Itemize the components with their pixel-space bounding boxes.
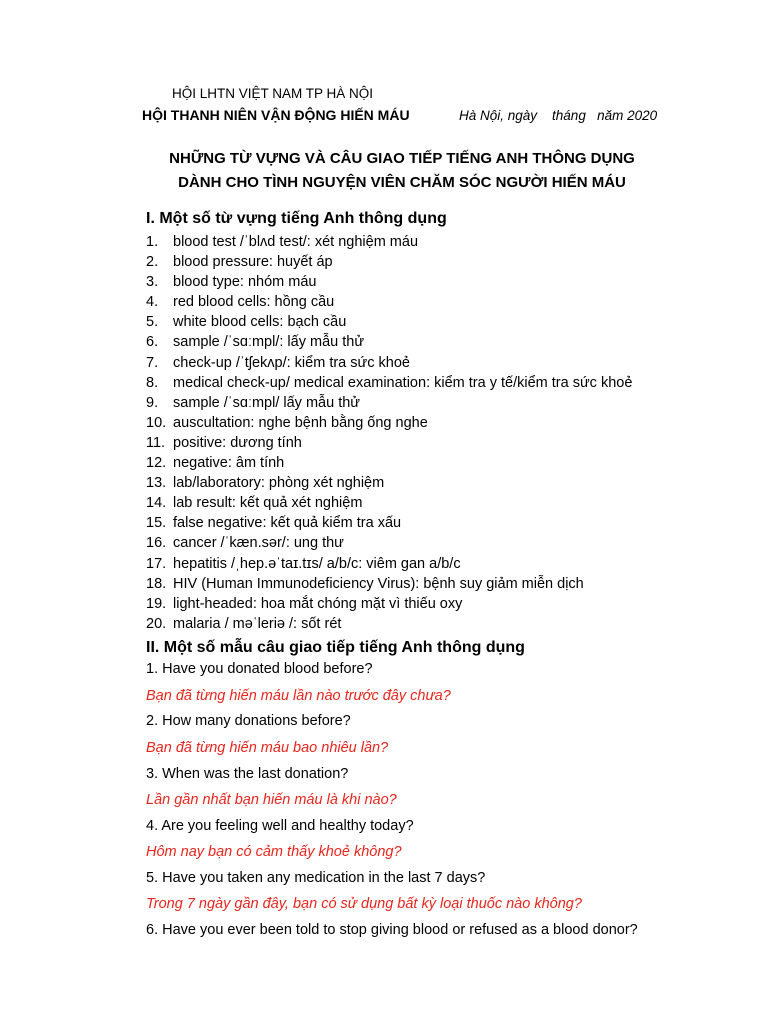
dateline: Hà Nội, ngày tháng năm 2020 [459, 108, 658, 123]
section1-heading: I. Một số từ vựng tiếng Anh thông dụng [146, 210, 447, 227]
list-item [146, 393, 632, 413]
question-1: 1. Have you donated blood before? [146, 661, 373, 677]
item-number: 17. [146, 555, 167, 572]
item-text: blood test /ˈblʌd test/: xét nghiệm máu [173, 234, 419, 250]
list-item [146, 353, 632, 373]
item-number: 10. [146, 414, 167, 431]
item-text: blood pressure: huyết áp [173, 254, 333, 271]
document-title-line2: DÀNH CHO TÌNH NGUYỆN VIÊN CHĂM SÓC NGƯỜI HIẾN MÁU [178, 174, 626, 191]
list-item [146, 312, 632, 332]
list-item [146, 232, 632, 252]
item-number: 5. [146, 314, 159, 331]
item-number: 8. [146, 374, 159, 391]
question-4: 4. Are you feeling well and healthy today? [146, 818, 414, 834]
item-text: negative: âm tính [173, 455, 285, 472]
list-item [146, 272, 632, 292]
item-number: 19. [146, 595, 167, 612]
item-number: 13. [146, 475, 167, 492]
item-number: 12. [146, 455, 167, 472]
document-title-line1: NHỮNG TỪ VỰNG VÀ CÂU GIAO TIẾP TIẾNG ANH THÔNG DỤNG [169, 150, 635, 167]
item-text: red blood cells: hồng cầu [173, 294, 335, 311]
vocabulary-list [146, 232, 632, 634]
list-item [146, 574, 632, 594]
answer-4: Hôm nay bạn có cảm thấy khoẻ không? [146, 844, 402, 860]
item-text: HIV (Human Immunodeficiency Virus): bệnh suy giảm miễn dịch [173, 575, 584, 592]
section2-heading: II. Một số mẫu câu giao tiếp tiếng Anh thông dụng [146, 639, 525, 656]
item-number: 15. [146, 515, 167, 532]
list-item [146, 614, 632, 634]
item-text: false negative: kết quả kiểm tra xấu [173, 515, 402, 532]
item-number: 4. [146, 294, 159, 311]
item-text: sample /ˈsɑːmpl/: lấy mẫu thử [173, 334, 365, 351]
org-name-line1: HỘI LHTN VIỆT NAM TP HÀ NỘI [172, 86, 374, 101]
answer-5: Trong 7 ngày gần đây, bạn có sử dụng bất kỳ loại thuốc nào không? [146, 896, 582, 912]
item-number: 18. [146, 575, 167, 592]
item-number: 20. [146, 615, 167, 632]
list-item [146, 493, 632, 513]
item-text: hepatitis /ˌhep.əˈtaɪ.tɪs/ a/b/c: viêm gan a/b/c [173, 555, 461, 572]
item-number: 16. [146, 535, 167, 552]
list-item [146, 473, 632, 493]
item-number: 6. [146, 334, 159, 351]
list-item [146, 554, 632, 574]
item-text: cancer /ˈkæn.sər/: ung thư [173, 535, 344, 552]
org-name-line2: HỘI THANH NIÊN VẬN ĐỘNG HIẾN MÁU [142, 107, 410, 123]
item-number: 9. [146, 394, 159, 411]
list-item [146, 373, 632, 393]
list-item [146, 252, 632, 272]
item-number: 7. [146, 354, 159, 371]
answer-1: Bạn đã từng hiến máu lần nào trước đây chưa? [146, 688, 451, 704]
list-item [146, 533, 632, 553]
question-3: 3. When was the last donation? [146, 766, 349, 782]
item-text: lab result: kết quả xét nghiệm [173, 495, 363, 512]
item-text: lab/laboratory: phòng xét nghiệm [173, 475, 385, 492]
list-item [146, 433, 632, 453]
item-text: white blood cells: bạch cầu [173, 314, 347, 331]
item-text: positive: dương tính [173, 434, 302, 451]
question-5: 5. Have you taken any medication in the last 7 days? [146, 870, 486, 886]
item-text: malaria / məˈleriə /: sốt rét [173, 615, 342, 632]
question-2: 2. How many donations before? [146, 713, 351, 729]
answer-3: Lần gần nhất bạn hiến máu là khi nào? [146, 792, 397, 808]
item-text: auscultation: nghe bệnh bằng ống nghe [173, 414, 428, 431]
list-item [146, 332, 632, 352]
item-text: check-up /ˈtʃekʌp/: kiểm tra sức khoẻ [173, 354, 410, 371]
answer-2: Bạn đã từng hiến máu bao nhiêu lần? [146, 740, 389, 756]
list-item [146, 453, 632, 473]
item-number: 1. [146, 234, 159, 250]
item-text: light-headed: hoa mắt chóng mặt vì thiếu oxy [173, 595, 463, 612]
item-text: sample /ˈsɑːmpl/ lấy mẫu thử [173, 394, 360, 411]
item-number: 3. [146, 274, 159, 291]
item-number: 2. [146, 254, 159, 271]
question-6: 6. Have you ever been told to stop giving blood or refused as a blood donor? [146, 922, 638, 938]
list-item [146, 413, 632, 433]
list-item [146, 513, 632, 533]
item-number: 11. [146, 434, 166, 451]
item-text: blood type: nhóm máu [173, 274, 317, 291]
item-number: 14. [146, 495, 167, 512]
list-item [146, 292, 632, 312]
item-text: medical check-up/ medical examination: kiểm tra y tế/kiểm tra sức khoẻ [173, 374, 633, 391]
list-item [146, 594, 632, 614]
